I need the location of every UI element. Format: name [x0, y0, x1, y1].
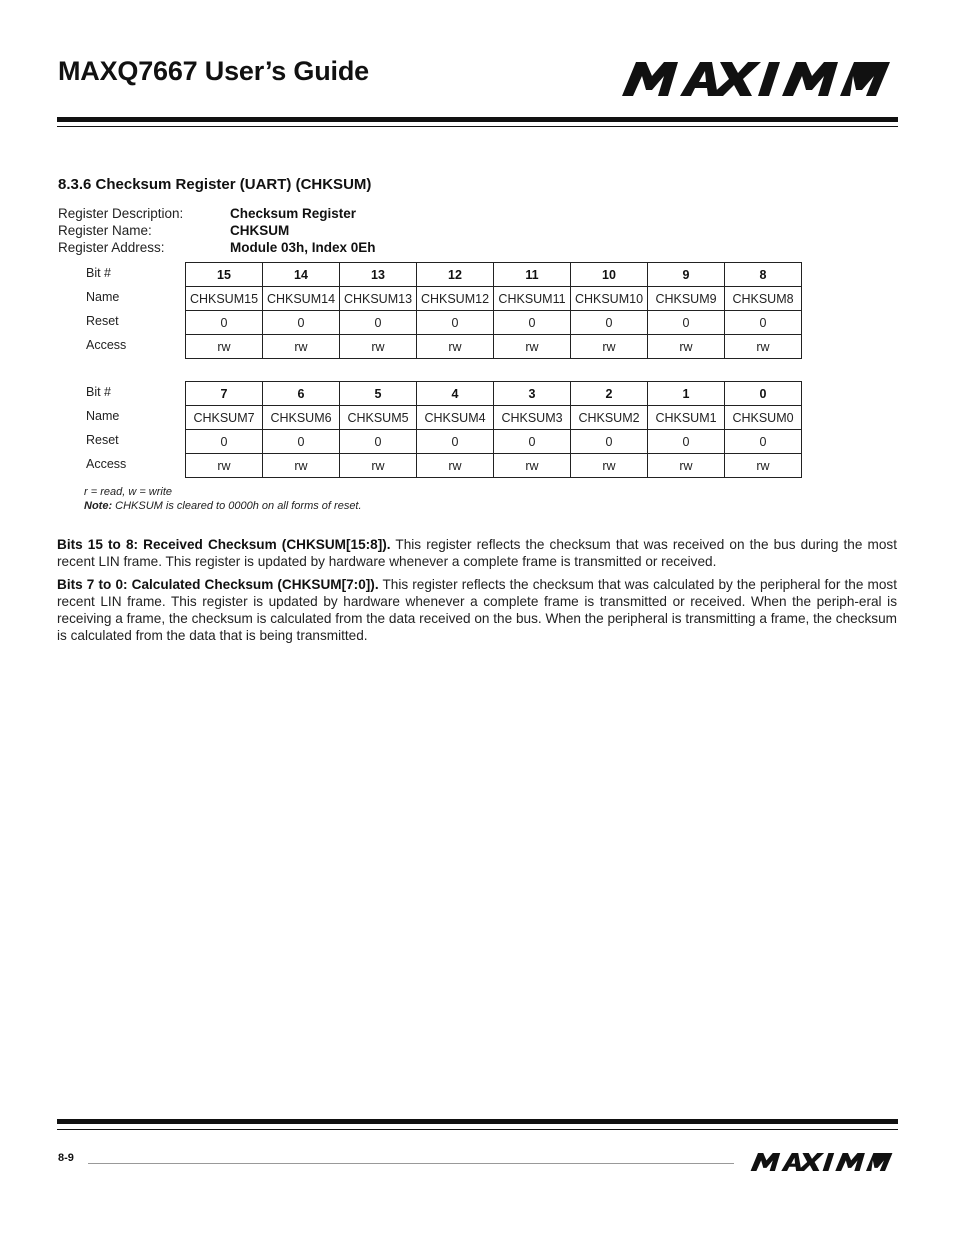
- bit-name-cell: CHKSUM3: [494, 406, 571, 430]
- bit-reset-row: [186, 430, 802, 454]
- row-label-access: Access: [86, 338, 127, 352]
- bit-reset-cell: 0: [648, 311, 725, 335]
- maxim-logo: [622, 62, 890, 96]
- register-name-label: Register Name:: [58, 223, 152, 238]
- bit-number-cell: 2: [571, 382, 648, 406]
- header-rule-thin: [57, 126, 898, 127]
- bit-reset-cell: 0: [186, 430, 263, 454]
- access-legend: r = read, w = write: [84, 486, 173, 498]
- bit-number-cell: 6: [263, 382, 340, 406]
- bit-access-cell: rw: [648, 454, 725, 478]
- bit-name-cell: CHKSUM14: [263, 287, 340, 311]
- row-labels: [86, 262, 126, 358]
- row-label-reset: Reset: [86, 433, 119, 447]
- page-number: 8-9: [58, 1152, 74, 1164]
- bit-access-cell: rw: [263, 335, 340, 359]
- bit-reset-cell: 0: [340, 311, 417, 335]
- row-label-access: Access: [86, 457, 127, 471]
- bit-access-cell: rw: [186, 335, 263, 359]
- header-rule-thick: [57, 117, 898, 122]
- paragraph-heading: Bits 15 to 8: Received Checksum (CHKSUM[15:8]).: [57, 537, 391, 552]
- bit-reset-cell: 0: [725, 311, 802, 335]
- bit-name-cell: CHKSUM13: [340, 287, 417, 311]
- register-description-row: [58, 205, 376, 222]
- bit-number-cell: 1: [648, 382, 725, 406]
- paragraph-text: This register reflects the checksum that was received on the bus during the most recent LIN frame. This register is updated by hardware whenever a complete frame is transmitted or received.: [57, 537, 897, 569]
- bit-name-cell: CHKSUM10: [571, 287, 648, 311]
- bit-name-cell: CHKSUM1: [648, 406, 725, 430]
- bit-access-cell: rw: [417, 454, 494, 478]
- bit-access-cell: rw: [186, 454, 263, 478]
- bit-name-cell: CHKSUM4: [417, 406, 494, 430]
- bit-access-cell: rw: [417, 335, 494, 359]
- footer-rule-thick: [57, 1119, 898, 1124]
- bit-name-cell: CHKSUM15: [186, 287, 263, 311]
- bit-reset-cell: 0: [571, 430, 648, 454]
- register-description-label: Register Description:: [58, 206, 184, 221]
- bit-access-row: [186, 335, 802, 359]
- bit-access-cell: rw: [494, 454, 571, 478]
- bit-number-cell: 11: [494, 263, 571, 287]
- bit-access-cell: rw: [648, 335, 725, 359]
- reset-note: [84, 500, 362, 512]
- bit-access-row: [186, 454, 802, 478]
- bit-name-cell: CHKSUM12: [417, 287, 494, 311]
- bit-access-cell: rw: [340, 454, 417, 478]
- bit-access-cell: rw: [263, 454, 340, 478]
- paragraph-text: This register reflects the checksum that was calculated by the peripheral for the most recent LIN frame. This register is updated by hardware whenever a complete frame is transmitted or received. When the periph-eral is receiving a frame, the checksum is calculated from the data received on the bus. When the peripheral is transmitting a frame, the checksum is calculated from the data that is being transmitted.: [57, 577, 897, 643]
- bit-reset-cell: 0: [494, 430, 571, 454]
- document-title: MAXQ7667 User’s Guide: [58, 56, 369, 86]
- bit-number-cell: 8: [725, 263, 802, 287]
- bit-name-cell: CHKSUM7: [186, 406, 263, 430]
- bit-access-cell: rw: [494, 335, 571, 359]
- row-label-reset: Reset: [86, 314, 119, 328]
- bit-number-cell: 13: [340, 263, 417, 287]
- bit-access-cell: rw: [571, 454, 648, 478]
- bit-number-cell: 4: [417, 382, 494, 406]
- register-name-row: [58, 222, 376, 239]
- bit-number-cell: 9: [648, 263, 725, 287]
- bit-name-row: [186, 287, 802, 311]
- bit-number-cell: 14: [263, 263, 340, 287]
- bit-number-cell: 12: [417, 263, 494, 287]
- register-address-label: Register Address:: [58, 240, 165, 255]
- bit-reset-cell: 0: [263, 311, 340, 335]
- bit-name-cell: CHKSUM2: [571, 406, 648, 430]
- bit-table: [185, 262, 802, 359]
- bit-reset-cell: 0: [417, 311, 494, 335]
- paragraph-bits-7-0: [57, 576, 897, 644]
- footer-divider: [88, 1163, 734, 1164]
- maxim-logo-footer: [750, 1153, 893, 1171]
- bit-number-cell: 0: [725, 382, 802, 406]
- bit-name-cell: CHKSUM0: [725, 406, 802, 430]
- bit-table: [185, 381, 802, 478]
- bit-number-cell: 15: [186, 263, 263, 287]
- bit-reset-cell: 0: [571, 311, 648, 335]
- row-label-name: Name: [86, 290, 120, 304]
- bit-access-cell: rw: [725, 335, 802, 359]
- bit-number-cell: 3: [494, 382, 571, 406]
- bit-access-cell: rw: [725, 454, 802, 478]
- bit-access-cell: rw: [340, 335, 417, 359]
- bit-reset-cell: 0: [417, 430, 494, 454]
- register-address-value: Module 03h, Index 0Eh: [230, 240, 376, 255]
- bit-number-row: [186, 382, 802, 406]
- footer-rule-thin: [57, 1129, 898, 1130]
- note-text: CHKSUM is cleared to 0000h on all forms of reset.: [112, 500, 362, 512]
- bit-reset-cell: 0: [186, 311, 263, 335]
- row-labels: [86, 381, 126, 477]
- bit-name-cell: CHKSUM9: [648, 287, 725, 311]
- row-label-bit: Bit #: [86, 266, 112, 280]
- bit-name-cell: CHKSUM5: [340, 406, 417, 430]
- bit-name-row: [186, 406, 802, 430]
- bit-reset-cell: 0: [648, 430, 725, 454]
- section-heading: 8.3.6 Checksum Register (UART) (CHKSUM): [58, 176, 372, 193]
- bit-number-row: [186, 263, 802, 287]
- bit-number-cell: 10: [571, 263, 648, 287]
- bit-number-cell: 7: [186, 382, 263, 406]
- bit-reset-cell: 0: [494, 311, 571, 335]
- bit-number-cell: 5: [340, 382, 417, 406]
- row-label-name: Name: [86, 409, 120, 423]
- note-label: Note:: [84, 500, 113, 512]
- paragraph-bits-15-8: [57, 536, 897, 570]
- register-name-value: CHKSUM: [230, 223, 290, 238]
- register-address-row: [58, 239, 376, 256]
- register-info: [58, 205, 376, 256]
- register-description-value: Checksum Register: [230, 206, 357, 221]
- bit-name-cell: CHKSUM8: [725, 287, 802, 311]
- bit-access-cell: rw: [571, 335, 648, 359]
- bit-name-cell: CHKSUM6: [263, 406, 340, 430]
- bit-reset-row: [186, 311, 802, 335]
- row-label-bit: Bit #: [86, 385, 112, 399]
- bit-reset-cell: 0: [263, 430, 340, 454]
- bit-name-cell: CHKSUM11: [494, 287, 571, 311]
- bit-reset-cell: 0: [725, 430, 802, 454]
- bit-reset-cell: 0: [340, 430, 417, 454]
- paragraph-heading: Bits 7 to 0: Calculated Checksum (CHKSUM[7:0]).: [57, 577, 379, 592]
